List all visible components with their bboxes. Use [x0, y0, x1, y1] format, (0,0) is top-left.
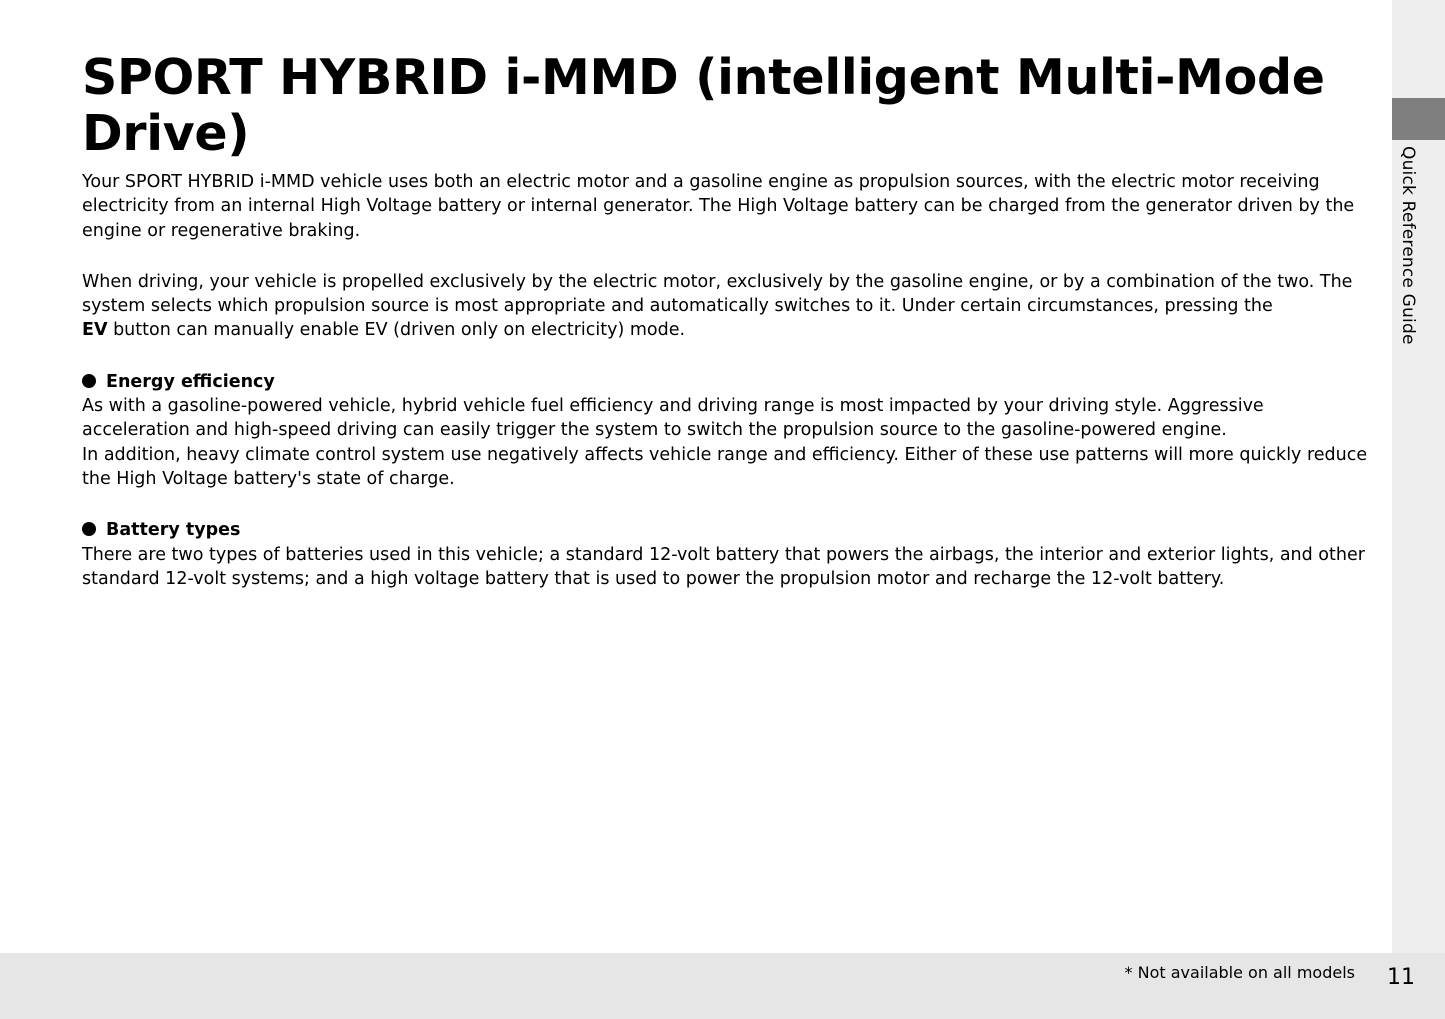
driving-paragraph [82, 270, 1372, 343]
battery-types-text: There are two types of batteries used in this vehicle; a standard 12-volt battery that powers the airbags, the interior and exterior lights, and other standard 12-volt systems; and a high voltage battery that is used to power the propulsion motor and recharge the 12-volt battery. [82, 544, 1365, 589]
page-body [82, 170, 1372, 591]
section-heading-battery-types: Battery types [82, 518, 1372, 542]
section-tab-marker [1392, 98, 1445, 140]
driving-text: When driving, your vehicle is propelled exclusively by the electric motor, exclusively by the gasoline engine, or by a combination of the two. The system selects which propulsion source is most appropriate and automatically switches to it. Under certain circumstances, pressing the [82, 271, 1353, 317]
footnote: * Not available on all models [1124, 963, 1355, 982]
side-strip [1392, 0, 1445, 953]
side-tab-label: Quick Reference Guide [1398, 146, 1418, 345]
bullet-icon [82, 370, 106, 394]
intro-paragraph: Your SPORT HYBRID i-MMD vehicle uses both an electric motor and a gasoline engine as propulsion sources, with the electric motor receiving electricity from an internal High Voltage battery or internal generator. The High Voltage battery can be charged from the generator driven by the engine or regenerative braking. [82, 172, 1355, 241]
section-heading-energy-efficiency: Energy efficiency [82, 370, 1372, 394]
bullet-icon [82, 518, 106, 542]
page-number: 11 [1387, 965, 1415, 990]
energy-efficiency-text-1: As with a gasoline-powered vehicle, hybrid vehicle fuel efficiency and driving range is most impacted by your driving style. Aggressive acceleration and high-speed driving can easily trigger the system to switch the propulsion source to the gasoline-powered engine. [82, 396, 1264, 441]
page-title: SPORT HYBRID i-MMD (intelligent Multi-Mode Drive) [82, 49, 1325, 162]
ev-button-label: EV [82, 320, 108, 341]
energy-efficiency-text-2: In addition, heavy climate control system use negatively affects vehicle range and efficiency. Either of these use patterns will more quickly reduce the High Voltage battery's state of charge. [82, 444, 1368, 489]
driving-text-end: button can manually enable EV (driven only on electricity) mode. [107, 320, 686, 341]
